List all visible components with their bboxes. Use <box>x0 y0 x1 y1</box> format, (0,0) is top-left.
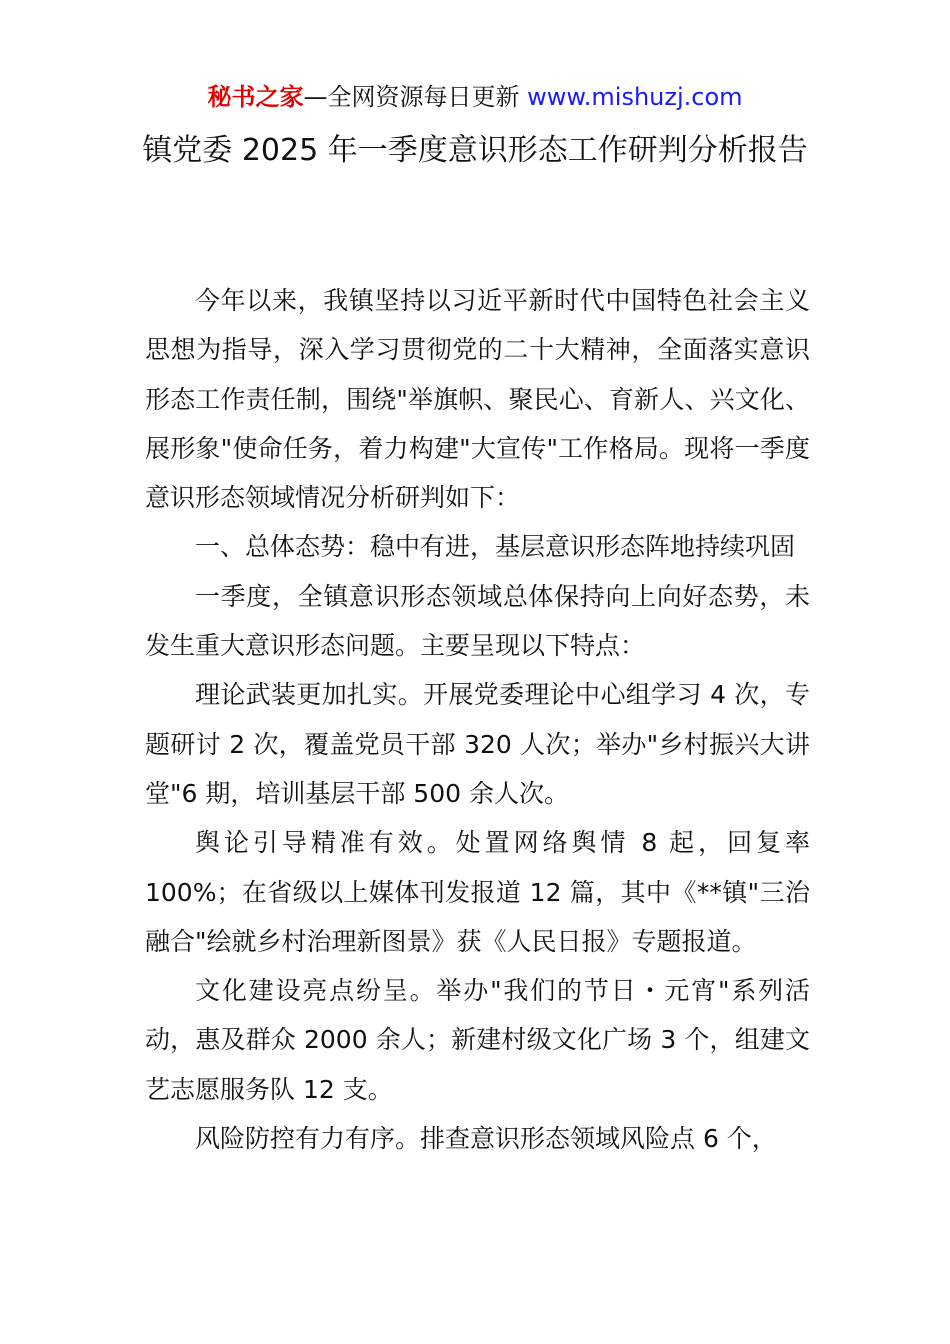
paragraph-intro: 今年以来，我镇坚持以习近平新时代中国特色社会主义思想为指导，深入学习贯彻党的二十大精神，全面落实意识形态工作责任制，围绕"举旗帜、聚民心、育新人、兴文化、展形象"使命任务，着力构建"大宣传"工作格局。现将一季度意识形态领域情况分析研判如下： <box>145 286 810 513</box>
paragraph-culture: 文化建设亮点纷呈。举办"我们的节日・元宵"系列活动，惠及群众 2000 余人；新建村级文化广场 3 个，组建文艺志愿服务队 12 支。 <box>145 976 810 1104</box>
paragraph-overview: 一季度，全镇意识形态领域总体保持向上向好态势，未发生重大意识形态问题。主要呈现以下特点： <box>145 581 810 661</box>
document-title: 镇党委 2025 年一季度意识形态工作研判分析报告 <box>142 133 808 168</box>
header-tagline: —全网资源每日更新 <box>303 83 528 111</box>
paragraph-public-opinion: 舆论引导精准有效。处置网络舆情 8 起，回复率 100%；在省级以上媒体刊发报道 12 篇，其中《**镇"三治融合"绘就乡村治理新图景》获《人民日报》专题报道。 <box>145 828 810 956</box>
document-body <box>145 276 810 1163</box>
brand-name: 秘书之家 <box>207 83 304 111</box>
paragraph-theory: 理论武装更加扎实。开展党委理论中心组学习 4 次，专题研讨 2 次，覆盖党员干部 320 人次；举办"乡村振兴大讲堂"6 期，培训基层干部 500 余人次。 <box>145 680 810 808</box>
section-heading-1: 一、总体态势：稳中有进，基层意识形态阵地持续巩固 <box>195 532 796 562</box>
paragraph-risk: 风险防控有力有序。排查意识形态领域风险点 6 个， <box>195 1124 777 1154</box>
site-url-link[interactable]: www.mishuzj.com <box>527 83 743 111</box>
site-header <box>0 80 950 114</box>
